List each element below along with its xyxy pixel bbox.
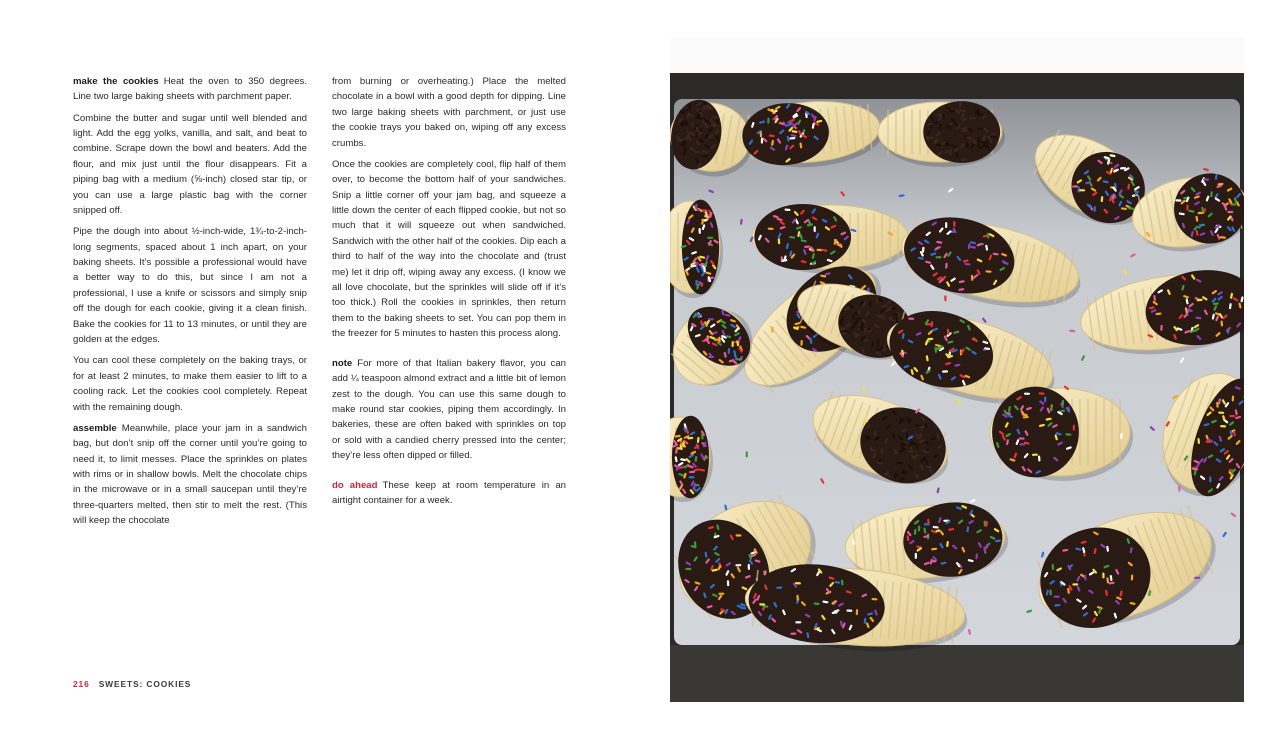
cookie [990,387,1133,481]
loose-sprinkle [944,295,946,301]
loose-sprinkle [1194,577,1200,579]
page-footer [73,679,191,689]
right-text-column [332,74,566,514]
loose-sprinkle [746,451,748,457]
note-heading: note [332,357,353,369]
do-ahead-paragraph [332,478,566,509]
note-paragraph [332,356,566,464]
assemble-heading: assemble [73,422,117,434]
note-text: For more of that Italian bakery flavor, you can add ¼ teaspoon almond extract and a little bit of lemon zest to the dough. You can use this same dough to make round star cookies, piping them accordingly. In bakeries, these are often baked with sprinkles on top or sold with a candied cherry pressed into the center; they’re less often dipped or filled. [332,357,566,462]
left-text-column [73,74,307,534]
dipping-paragraph: from burning or overheating.) Place the melted chocolate in a bowl with a good depth for dipping. Line two large baking sheets with parchment, or just use the cookie trays you baked on, wiping off any excess crumbs. [332,76,566,149]
loose-sprinkle [862,420,868,422]
combine-paragraph: Combine the butter and sugar until well blended and light. Add the egg yolks, vanilla, and salt, and beat to combine. Scrape down the bowl and beaters. Add the flour, and mix just until the flour disappears. Fit a piping bag with a medium (⅝-inch) closed star tip, or you can use a large plastic bag with the corner snipped off. [73,112,307,217]
cookie [878,101,1005,167]
cool-paragraph: You can cool these completely on the baking trays, or for at least 2 minutes, to make them easier to lift to a cooling rack. Let the cookies cool completely. Repeat with the remaining dough. [73,355,307,413]
cookie-tray-illustration [670,37,1244,702]
sandwich-paragraph: Once the cookies are completely cool, flip half of them over, to become the bottom half of your sandwiches. Snip a little corner off your jam bag, and squeeze a little down the center of each flipped cookie, but not so much that it will squeeze out when sandwiched. Sandwich with the other half of the cookies. Dip each a third to half of the way into the chocolate and (trust me) let it drip off, wiping away any excess. (I know we all love chocolate, but the sprinkles will slide off if it’s too thick.) Roll the cookies in sprinkles, then return them to the baking sheets to set. You can pop them in the freezer for 5 minutes to hasten this process along. [332,158,566,340]
make-cookies-paragraph [73,74,307,105]
section-title: SWEETS: COOKIES [98,679,192,689]
make-cookies-text: Heat the oven to 350 degrees. Line two large baking sheets with parchment paper. [73,76,307,103]
make-cookies-heading: make the cookies [73,76,159,87]
cookie-tray-photo [670,37,1244,702]
tray-top-edge [670,37,1244,73]
assemble-paragraph [73,421,307,529]
do-ahead-text: These keep at room temperature in an airtight container for a week. [332,479,566,506]
assemble-text: Meanwhile, place your jam in a sandwich bag, but don’t snip off the corner until you’re going to need it, to limit messes. Place the sprinkles on plates with rims or in shallow bowls. Melt the chocolate chips in the microwave or in a small saucepan until they’re three-quarters melted, then stir to melt the rest. (This will keep the chocolate [73,422,307,527]
page-number: 216 [73,679,90,689]
loose-sprinkle [1024,393,1030,395]
do-ahead-heading: do ahead [332,479,378,491]
pipe-paragraph: Pipe the dough into about ½-inch-wide, 1¾-to-2-inch-long segments, spaced about 1 inch apart, on your baking sheets. It’s possible a professional would have a better way to do this, but since I am not a professional, I use a knife or scissors and simply snip off the dough for each cookie, giving it a clean finish. Bake the cookies for 11 to 13 minutes, or until they are golden at the edges. [73,226,307,346]
tray-bottom-edge [670,645,1244,702]
